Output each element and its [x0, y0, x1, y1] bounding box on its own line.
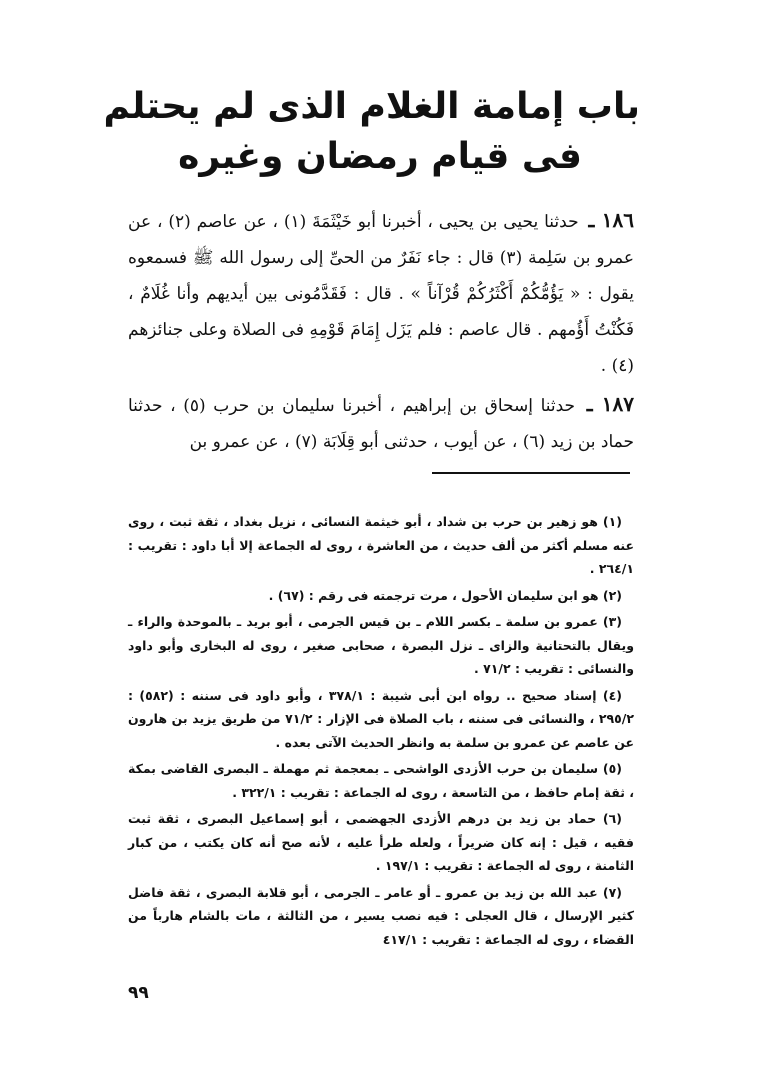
chapter-title — [103, 82, 640, 182]
footnote-6: (٦) حماد بن زيد بن درهم الأزدى الجهضمى ، أبو إسماعيل البصرى ، ثقة ثبت فقيه ، قيل : إنه كان ضريراً ، ولعله طرأ عليه ، لأنه صح أنه كان يكتب ، من كبار الثامنة ، روى له الجماعة : تقريب : ١٩٧/١ . — [128, 811, 634, 873]
hadith-number: ١٨٧ ـ — [586, 392, 635, 416]
hadith-number: ١٨٦ ـ — [588, 208, 634, 232]
footnote-separator — [432, 472, 630, 474]
footnote-2: (٢) هو ابن سليمان الأحول ، مرت ترجمته فى رقم : (٦٧) . — [268, 587, 622, 603]
page-number: ٩٩ — [128, 983, 149, 1003]
hadith-body — [128, 202, 634, 460]
hadith-186 — [128, 202, 634, 384]
footnote-3: (٣) عمرو بن سلمة ـ بكسر اللام ـ بن قيس الجرمى ، أبو بريد ـ بالموحدة والراء ـ ويقال بالتحتانية والزاى ـ نزل البصرة ، صحابى صغير ، روى له البخارى وأبو داود والنسائى : تقريب : ٧١/٢ . — [128, 614, 634, 676]
chapter-title-line-2: فى قيام رمضان وغيره — [178, 136, 582, 177]
footnote-4: (٤) إسناد صحيح .. رواه ابن أبى شيبة : ٣٧٨/١ ، وأبو داود فى سننه : (٥٨٢) : ٢٩٥/٢ ، والنسائى فى سننه ، باب الصلاة فى الإزار : ٧١/٢ من طريق يزيد بن هارون عن عاصم عن عمرو بن سلمة به وانظر الحديث الآتى بعده . — [128, 687, 634, 750]
footnote-5: (٥) سليمان بن حرب الأزدى الواشحى ـ بمعجمة ثم مهملة ـ البصرى القاضى بمكة ، ثقة إمام حافظ ، من التاسعة ، روى له الجماعة : تقريب : ٣٢٢/١ . — [128, 761, 634, 800]
chapter-title-line-1: باب إمامة الغلام الذى لم يحتلم — [103, 86, 640, 127]
footnote-1: (١) هو زهير بن حرب بن شداد ، أبو خيثمة النسائى ، نزيل بغداد ، ثقة ثبت ، روى عنه مسلم أكثر من ألف حديث ، من العاشرة ، روى له الجماعة إلا أبا داود : تقريب : ٢٦٤/١ . — [128, 514, 634, 576]
footnote-7: (٧) عبد الله بن زيد بن عمرو ـ أو عامر ـ الجرمى ، أبو قلابة البصرى ، ثقة فاضل كثير الإرسال ، قال العجلى : فيه نصب يسير ، من الثالثة ، مات بالشام هارباً من القضاء ، روى له الجماعة : تقريب : ٤١٧/١ — [128, 884, 634, 947]
footnotes — [128, 510, 634, 954]
hadith-text: حدثنا إسحاق بن إبراهيم ، أخبرنا سليمان بن حرب (٥) ، حدثنا حماد بن زيد (٦) ، عن أيوب ، حدثنى أبو قِلَابَة (٧) ، عن عمرو بن — [128, 396, 634, 452]
hadith-187 — [128, 386, 634, 460]
hadith-text: حدثنا يحيى بن يحيى ، أخبرنا أبو خَيْثَمَةَ (١) ، عن عاصم (٢) ، عن عمرو بن سَلِمة (٣) قال : جاء نَفَرٌ من الحىِّ إلى رسول الله ﷺ فسمعوه يقول : « يَؤُمُّكُمْ أَكْثَرُكُمْ قُرْآناً » . قال : فَقَدَّمُونى بين أيديهم وأنا غُلَامٌ ، فَكُنْتُ أَؤُمهم . قال عاصم : فلم يَزَل إِمَامَ قَوْمِهِ فى الصلاة وعلى جنائزهم (٤) . — [128, 212, 634, 376]
